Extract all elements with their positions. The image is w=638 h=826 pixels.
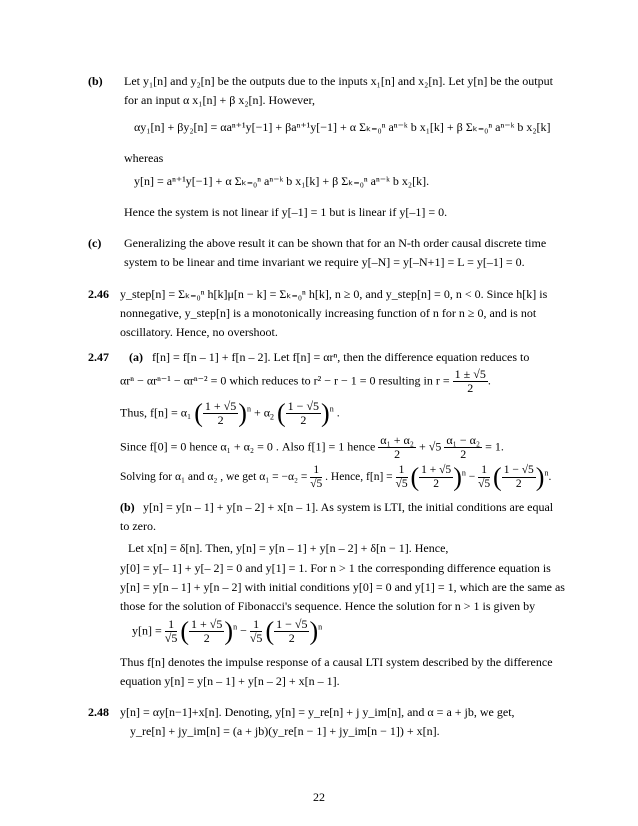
since-num2: α₁ − α₂ (446, 433, 481, 447)
problem-2-47-label: 2.47 (88, 350, 109, 364)
thus-equation: Thus, f[n] = α₁ ( $\frac{1 + √5}{2}$ )$^n + \alpha_2$ ( $\frac{1 - √5}{2}$ )$^n$ . (120, 398, 340, 428)
solving-text: Solving for α₁ and α₂ , we get α₁ = −α₂ = (120, 471, 308, 484)
part-b2-line3: Let x[n] = δ[n]. Then, y[n] = y[n – 1] + y[n – 2] + δ[n − 1]. Hence, (128, 541, 449, 555)
problem-2-46-line1: y_step[n] = Σₖ₌₀ⁿ h[k]μ[n − k] = Σₖ₌₀ⁿ h[k], n ≥ 0, and y_step[n] = 0, n < 0. Since h[k] is (120, 287, 548, 301)
equation-b1: αy₁[n] + βy₂[n] = αaⁿ⁺¹y[−1] + βaⁿ⁺¹y[−1] + α Σₖ₌₀ⁿ aⁿ⁻ᵏ b x₁[k] + β Σₖ₌₀ⁿ aⁿ⁻ᵏ b x₂[k] (134, 120, 551, 134)
part-b2-line2: to zero. (120, 519, 156, 533)
since-end: = 1. (485, 439, 504, 454)
part-b2-line1: y[n] = y[n – 1] + y[n – 2] + x[n – 1]. As system is LTI, the initial conditions are equal (143, 500, 554, 514)
problem-2-48-label: 2.48 (88, 705, 109, 719)
problem-2-48-line2: y_re[n] + jy_im[n] = (a + jb)(y_re[n − 1] + jy_im[n − 1]) + x[n]. (130, 724, 440, 738)
part-a-line2-text: αrⁿ − αrⁿ⁻¹ − αrⁿ⁻² = 0 which reduces to r² − r − 1 = 0 resulting in r = (120, 373, 450, 388)
since-equation: Since f[0] = 0 hence α₁ + α₂ = 0 . Also f[1] = 1 hence $\frac{\text{α₁ + α₂}}{2}$ + √5 $\frac{\text{α₁ − α₂}}{2}$ = 1. (120, 433, 504, 461)
part-c-line2: system to be linear and time invariant we require y[–N] = y[–N+1] = L = y[–1] = 0. (124, 255, 525, 269)
part-a-label: (a) (129, 350, 143, 364)
part-c-label: (c) (88, 236, 102, 250)
part-b2-line4: y[0] = y[– 1] + y[– 2] = 0 and y[1] = 1. For n > 1 the corresponding difference equation is (120, 561, 551, 575)
thus-f-line1: Thus f[n] denotes the impulse response of a causal LTI system described by the difference (120, 655, 553, 669)
whereas-text: whereas (124, 151, 164, 165)
part-b-line1: Let y₁[n] and y₂[n] be the outputs due to the inputs x₁[n] and x₂[n]. Let y[n] be the output (124, 74, 553, 88)
part-b-line2: for an input α x₁[n] + β x₂[n]. However, (124, 93, 315, 107)
root-fraction (453, 368, 488, 395)
page-number: 22 (313, 790, 325, 804)
part-a-line2: αrⁿ − αrⁿ⁻¹ − αrⁿ⁻² = 0 which reduces to r² − r − 1 = 0 resulting in r = $\frac{1 \pm √5}{2}$ . (120, 367, 491, 395)
thus-num2: 1 − √5 (287, 399, 320, 413)
solving-equation: Solving for α₁ and α₂ , we get α₁ = −α₂ = $\frac{1}{√5}$ . Hence, f[n] = $\frac{1}{√5}$ ( $\frac{1 + √5}{2}$ )$^n$ − $\frac{1}{√5}$ ( $\frac{1 - √5}{2}$ )$^n$. (120, 462, 552, 492)
problem-2-48-line1: y[n] = αy[n−1]+x[n]. Denoting, y[n] = y_re[n] + j y_im[n], and α = a + jb, we get, (120, 705, 515, 719)
thus-f-line2: equation y[n] = y[n – 1] + y[n – 2] + x[n – 1]. (120, 674, 340, 688)
problem-2-46-line3: oscillatory. Hence, no overshoot. (120, 325, 278, 339)
thus-text: Thus, f[n] = α₁ (120, 405, 192, 420)
thus-num1: 1 + √5 (204, 399, 237, 413)
since-text: Since f[0] = 0 hence α₁ + α₂ = 0 . Also f[1] = 1 hence (120, 439, 376, 454)
problem-2-46-line2: nonnegative, y_step[n] is a monotonically increasing function of n for n ≥ 0, and is not (120, 306, 537, 320)
part-b2-line6: those for the solution of Fibonacci's sequence. Hence the solution for n > 1 is given by (120, 599, 536, 613)
fibonacci-solution: y[n] = $\frac{1}{√5}$ ( $\frac{1 + √5}{2}$ )$^n$ − $\frac{1}{√5}$ ( $\frac{1 - √5}{2}$ )$^n$ (132, 616, 323, 646)
part-b-conclusion: Hence the system is not linear if y[–1] = 1 but is linear if y[–1] = 0. (124, 205, 448, 219)
part-b2-label: (b) (120, 500, 135, 514)
root-fraction-den: 2 (467, 381, 474, 395)
part-b2-line5: y[n] = y[n – 1] + y[n – 2] with initial conditions y[0] = 0 and y[1] = 1, which are the same as (120, 580, 565, 594)
thus-den1: 2 (217, 413, 224, 427)
thus-den2: 2 (300, 413, 307, 427)
yn-text: y[n] = (132, 623, 162, 638)
part-a-line1: f[n] = f[n – 1] + f[n – 2]. Let f[n] = αrⁿ, then the difference equation reduces to (152, 350, 530, 364)
problem-2-46-label: 2.46 (88, 287, 109, 301)
since-mid: + √5 (419, 439, 442, 454)
root-fraction-num: 1 ± √5 (454, 367, 486, 381)
part-b-label: (b) (88, 74, 103, 88)
part-c-line1: Generalizing the above result it can be shown that for an N-th order causal discrete time (124, 236, 547, 250)
equation-b2: y[n] = aⁿ⁺¹y[−1] + α Σₖ₌₀ⁿ aⁿ⁻ᵏ b x₁[k] + β Σₖ₌₀ⁿ aⁿ⁻ᵏ b x₂[k]. (134, 174, 430, 188)
since-num1: α₁ + α₂ (380, 433, 414, 447)
hence-f-text: . Hence, f[n] = (325, 471, 393, 484)
